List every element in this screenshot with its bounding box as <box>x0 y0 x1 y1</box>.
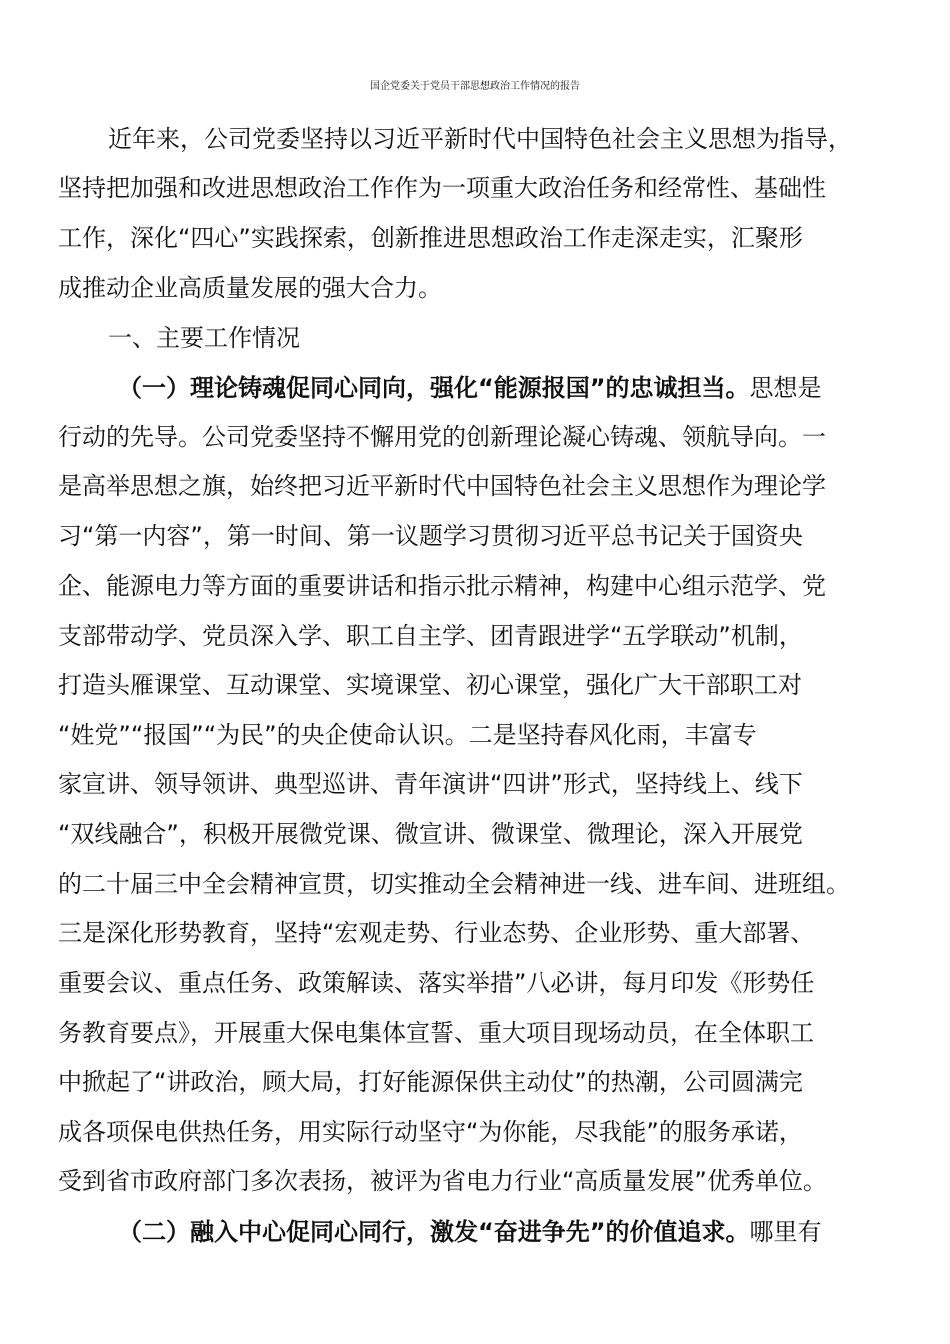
sub1-heading: （一）理论铸魂促同心同向，强化“能源报国”的忠诚担当。 <box>118 374 750 402</box>
body-line: “姓党”“报国”“为民”的央企使命认识。二是坚持春风化雨，丰富专 <box>58 721 757 749</box>
intro-line: 近年来，公司党委坚持以习近平新时代中国特色社会主义思想为指导， <box>108 125 852 153</box>
body-line: 的二十届三中全会精神宣贯，切实推动全会精神进一线、进车间、进班组。 <box>58 870 850 898</box>
body-line: 行动的先导。公司党委坚持不懈用党的创新理论凝心铸魂、领航导向。一 <box>58 423 826 451</box>
body-line: 企、能源电力等方面的重要讲话和指示批示精神，构建中心组示范学、党 <box>58 572 826 600</box>
body-line: 受到省市政府部门多次表扬，被评为省电力行业“高质量发展”优秀单位。 <box>58 1167 827 1195</box>
body-line: “双线融合”，积极开展微党课、微宣讲、微课堂、微理论，深入开展党 <box>58 820 803 848</box>
body-line: 支部带动学、党员深入学、职工自主学、团青跟进学“五学联动”机制， <box>58 622 803 650</box>
body-line: 三是深化形势教育，坚持“宏观走势、行业态势、企业形势、重大部署、 <box>58 919 815 947</box>
sub1-first-line-rest: 思想是 <box>749 374 822 402</box>
sub2-first-line <box>118 1209 822 1255</box>
sub1-first-line <box>118 365 822 411</box>
sub2-heading: （二）融入中心促同心同行，激发“奋进争先”的价值追求。 <box>118 1218 750 1246</box>
body-line: 打造头雁课堂、互动课堂、实境课堂、初心课堂，强化广大干部职工对 <box>58 671 802 699</box>
body-line: 是高举思想之旗，始终把习近平新时代中国特色社会主义思想作为理论学 <box>58 472 826 500</box>
intro-line: 成推动企业高质量发展的强大合力。 <box>58 274 442 302</box>
body-line: 成各项保电供热任务，用实际行动坚守“为你能，尽我能”的服务承诺， <box>58 1118 803 1146</box>
section-heading: 一、主要工作情况 <box>108 324 300 352</box>
sub2-first-line-rest: 哪里有 <box>749 1218 822 1246</box>
intro-line: 坚持把加强和改进思想政治工作作为一项重大政治任务和经常性、基础性 <box>58 174 826 202</box>
body-line: 中掀起了“讲政治，顾大局，打好能源保供主动仗”的热潮，公司圆满完 <box>58 1068 803 1096</box>
body-line: 习“第一内容”，第一时间、第一议题学习贯彻习近平总书记关于国资央 <box>58 522 803 550</box>
body-line: 务教育要点》，开展重大保电集体宣誓、重大项目现场动员，在全体职工 <box>58 1019 814 1047</box>
body-line: 家宣讲、领导领讲、典型巡讲、青年演讲“四讲”形式，坚持线上、线下 <box>58 770 803 798</box>
body-line: 重要会议、重点任务、政策解读、落实举措”八必讲，每月印发《形势任 <box>58 969 815 997</box>
intro-line: 工作，深化“四心”实践探索，创新推进思想政治工作走深走实，汇聚形 <box>58 224 803 252</box>
document-title: 国企党委关于党员干部思想政治工作情况的报告 <box>370 81 580 92</box>
